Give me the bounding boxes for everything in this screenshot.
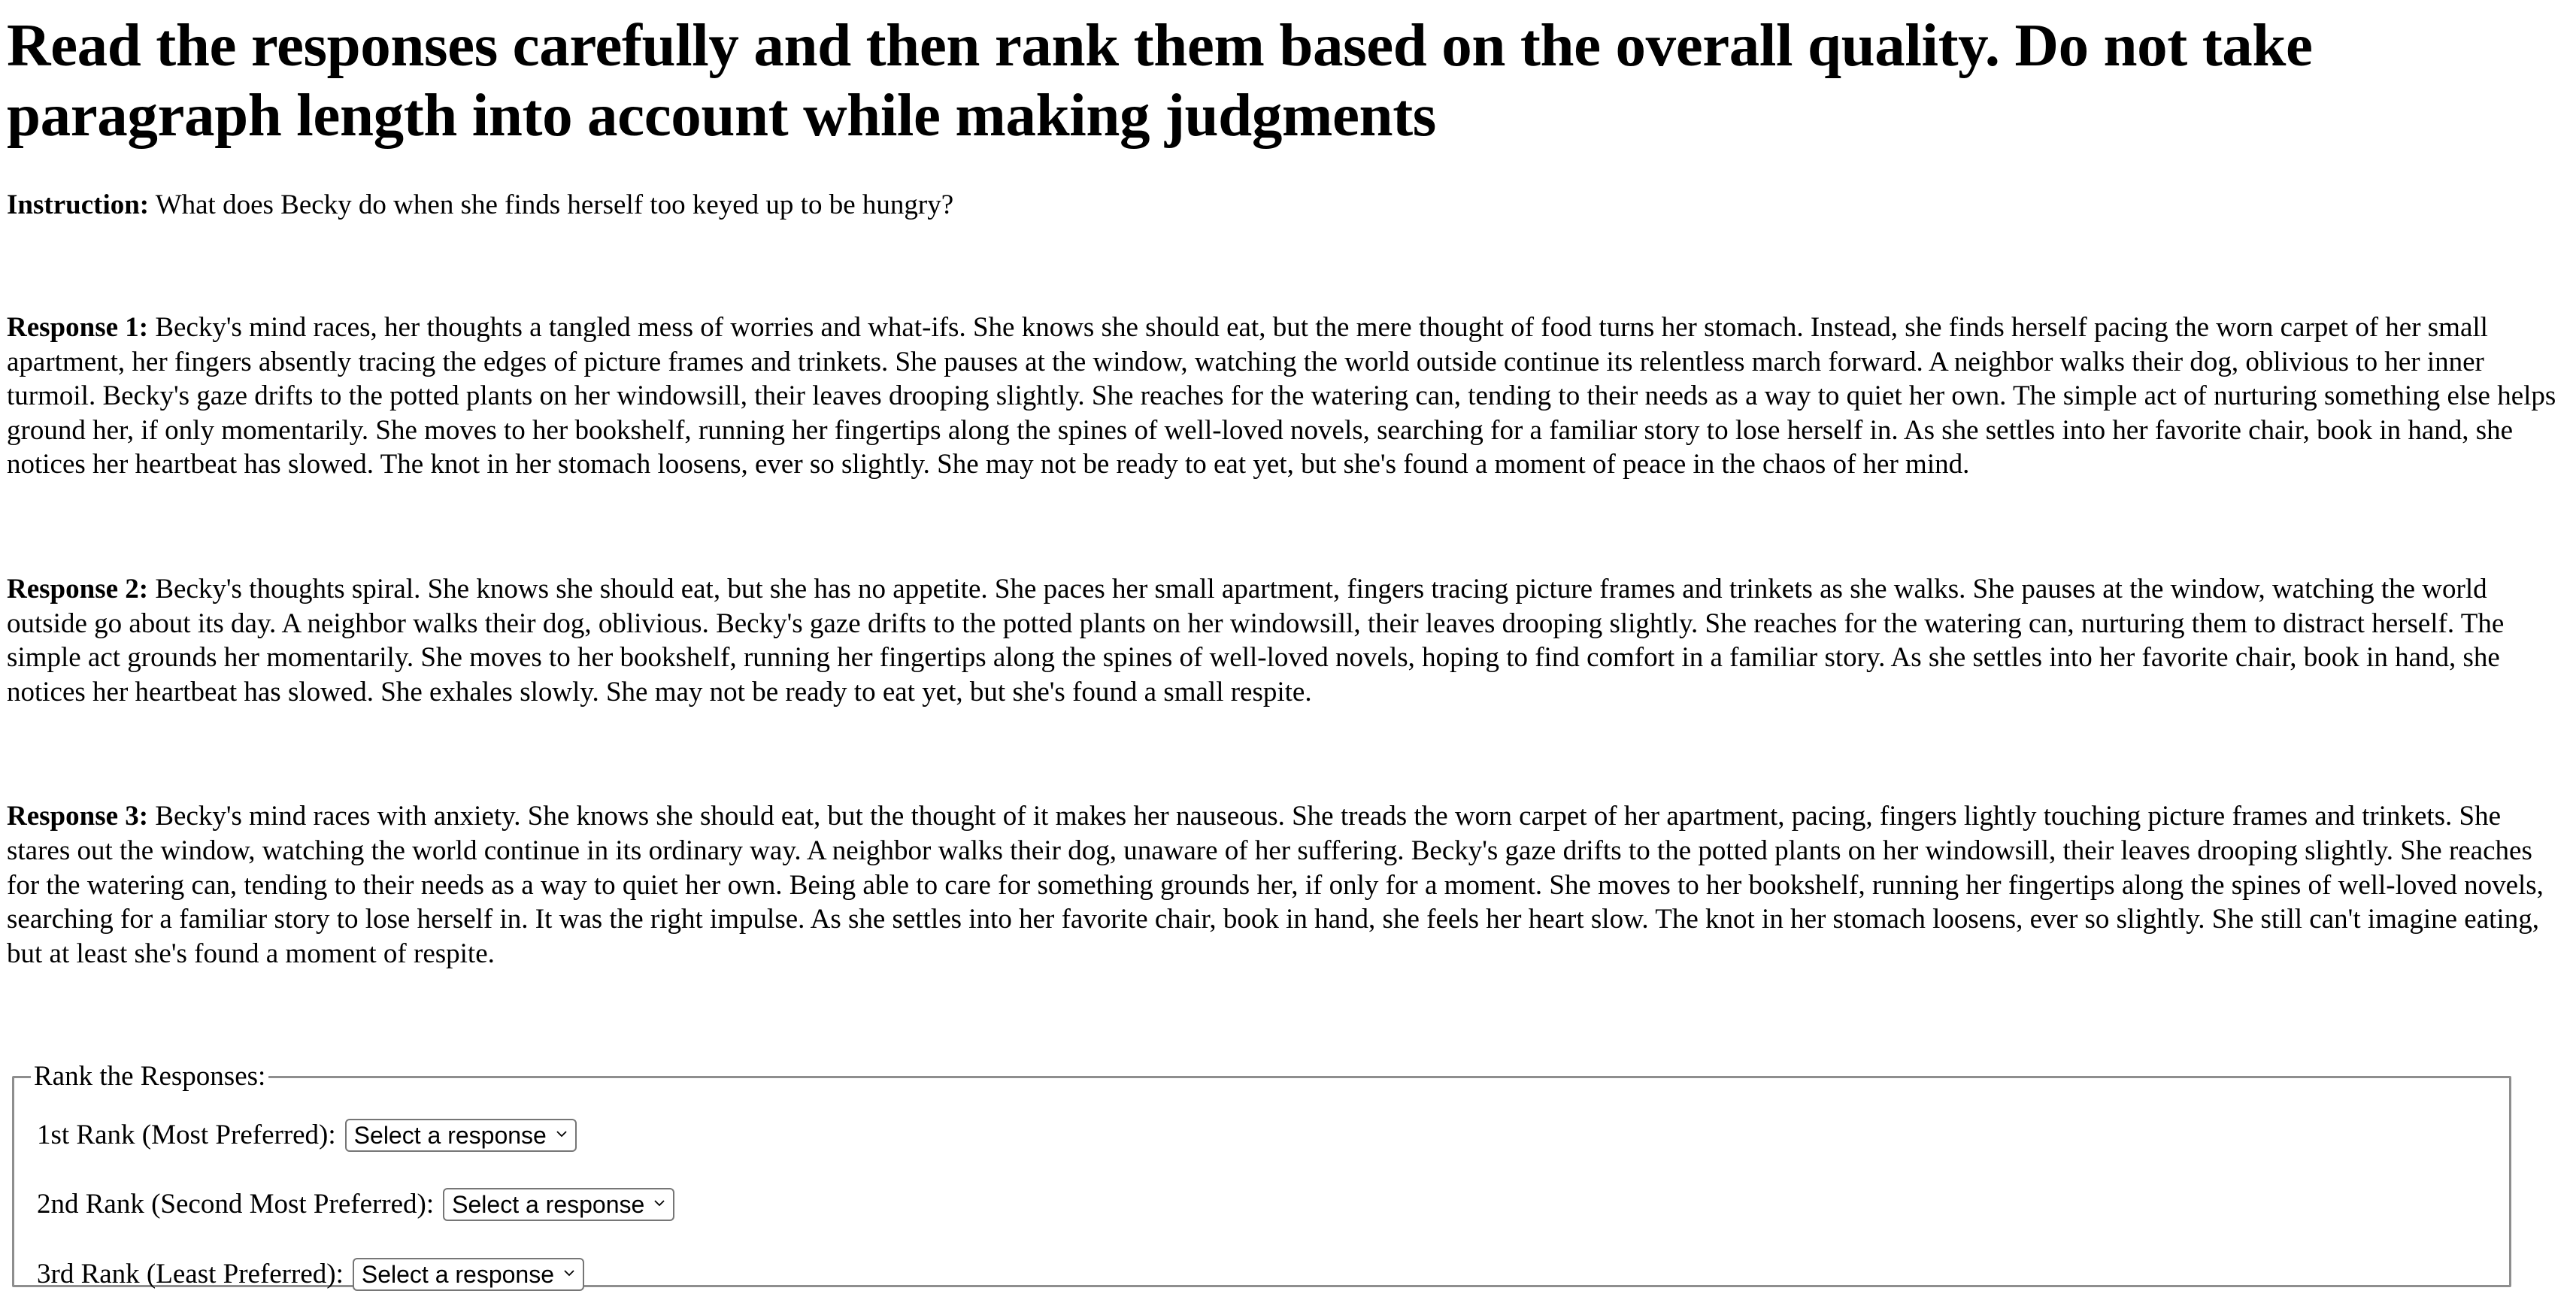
rank-2-select-value: Select a response	[452, 1191, 645, 1218]
response-3-label: Response 3:	[7, 801, 149, 832]
rank-1-select-value: Select a response	[353, 1122, 547, 1149]
page	[7, 0, 2568, 971]
response-3-text: Becky's mind races with anxiety. She knows she should eat, but the thought of it makes her nauseous. She treads the worn carpet of her apartment, pacing, fingers lightly touching picture frames and trinkets. She stares out the window, watching the world continue in its ordinary way. A neighbor walks their dog, unaware of her suffering. Becky's gaze drifts to the potted plants on her windowsill, their leaves drooping slightly. She reaches for the watering can, tending to their needs as a way to quiet her own. Being able to care for something grounds her, if only for a moment. She moves to her bookshelf, running her fingertips along the spines of well-loved novels, searching for a familiar story to lose herself in. It was the right impulse. As she settles into her favorite chair, book in hand, she feels her heart slow. The knot in her stomach loosens, ever so slightly. She still can't imagine eating, but at least she's found a moment of respite.	[7, 801, 2544, 969]
rank-3-select-value: Select a response	[361, 1261, 555, 1288]
instruction-text: What does Becky do when she finds herself too keyed up to be hungry?	[149, 189, 954, 220]
chevron-down-icon	[653, 1197, 665, 1209]
rank-row-3	[37, 1258, 584, 1291]
rank-legend: Rank the Responses:	[34, 1061, 266, 1092]
rank-2-select[interactable]	[443, 1188, 674, 1221]
chevron-down-icon	[563, 1267, 575, 1279]
response-2-label: Response 2:	[7, 573, 149, 605]
page-title: Read the responses carefully and then rank them based on the overall quality. Do not take paragraph length into account while making judgments	[7, 11, 2313, 149]
instruction-label: Instruction:	[7, 189, 150, 220]
chevron-down-icon	[556, 1128, 568, 1140]
response-1	[7, 311, 2568, 482]
response-1-text: Becky's mind races, her thoughts a tangled mess of worries and what-ifs. She knows she should eat, but the mere thought of food turns her stomach. Instead, she finds herself pacing the worn carpet of her small apartment, her fingers absently tracing the edges of picture frames and trinkets. She pauses at the window, watching the world outside continue its relentless march forward. A neighbor walks their dog, oblivious to her inner turmoil. Becky's gaze drifts to the potted plants on her windowsill, their leaves drooping slightly. She reaches for the watering can, tending to their needs as a way to quiet her own. The simple act of nurturing something else helps ground her, if only momentarily. She moves to her bookshelf, running her fingertips along the spines of well-loved novels, searching for a familiar story to lose herself in. As she settles into her favorite chair, book in hand, she notices her heartbeat has slowed. The knot in her stomach loosens, ever so slightly. She may not be ready to eat yet, but she's found a moment of peace in the chaos of her mind.	[7, 312, 2556, 480]
response-3	[7, 799, 2568, 971]
rank-1-select[interactable]	[345, 1119, 577, 1152]
rank-1-label: 1st Rank (Most Preferred):	[37, 1120, 336, 1150]
rank-row-1	[37, 1119, 577, 1152]
response-2	[7, 572, 2568, 709]
response-2-text: Becky's thoughts spiral. She knows she should eat, but she has no appetite. She paces her small apartment, fingers tracing picture frames and trinkets as she walks. She pauses at the window, watching the world outside go about its day. A neighbor walks their dog, oblivious. Becky's gaze drifts to the potted plants on her windowsill, their leaves drooping slightly. She reaches for the watering can, nurturing them to distract herself. The simple act grounds her momentarily. She moves to her bookshelf, running her fingertips along the spines of well-loved novels, hoping to find comfort in a familiar story. As she settles into her favorite chair, book in hand, she notices her heartbeat has slowed. She exhales slowly. She may not be ready to eat yet, but she's found a small respite.	[7, 573, 2505, 708]
rank-row-2	[37, 1188, 674, 1221]
instruction	[7, 188, 2568, 222]
rank-3-select[interactable]	[353, 1258, 584, 1291]
response-1-label: Response 1:	[7, 312, 149, 343]
rank-3-label: 3rd Rank (Least Preferred):	[37, 1259, 344, 1289]
rank-fieldset	[12, 1062, 2511, 1287]
rank-2-label: 2nd Rank (Second Most Preferred):	[37, 1189, 435, 1220]
